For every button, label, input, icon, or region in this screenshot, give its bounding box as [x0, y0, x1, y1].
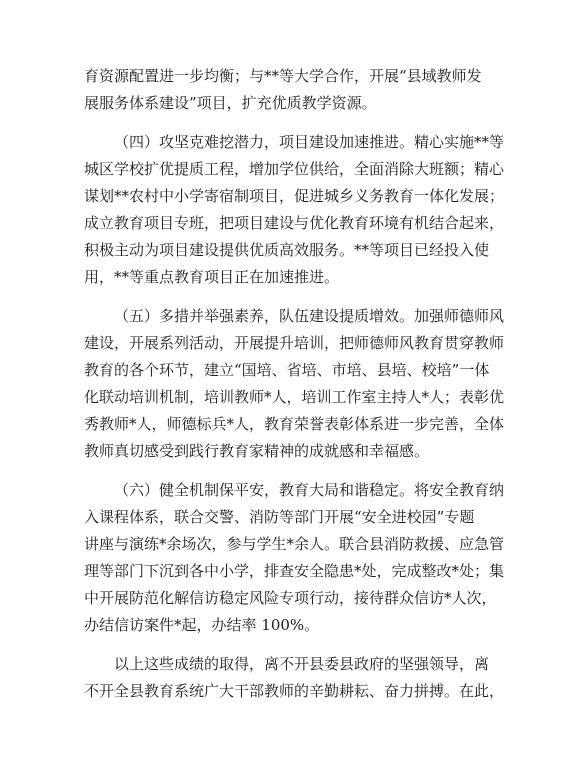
text-line: 秀教师*人，师德标兵*人，教育荣誉表彰体系进一步完善，全体: [84, 415, 504, 433]
text-line: 中开展防范化解信访稳定风险专项行动，接待群众信访*人次，: [84, 589, 497, 607]
text-line: 以上这些成绩的取得，离不开县委县政府的坚强领导，离: [114, 655, 490, 673]
text-line: （四）攻坚克难挖潜力，项目建设加速推进。精心实施**等: [114, 133, 504, 151]
text-line: 用，**等重点教育项目正在加速推进。: [84, 268, 340, 286]
text-line: 入课程体系，联合交警、消防等部门开展“安全进校园”专题: [84, 508, 475, 526]
text-line: 教师真切感受到践行教育家精神的成就感和幸福感。: [84, 442, 430, 460]
text-line: 建设，开展系列活动，开展提升培训，把师德师风教育贯穿教师: [84, 334, 504, 352]
text-line: 教育的各个环节，建立“国培、省培、市培、县培、校培”一体: [84, 361, 490, 379]
text-line: （六）健全机制保平安，教育大局和谐稳定。将安全教育纳: [114, 481, 504, 499]
text-line: 城区学校扩优提质工程，增加学位供给，全面消除大班额；精心: [84, 160, 504, 178]
paragraph-acknowledgement: [84, 651, 504, 705]
paragraph-section-six: [84, 477, 504, 639]
text-line: 化联动培训机制，培训教师*人，培训工作室主持人*人；表彰优: [84, 388, 504, 406]
text-line: 谋划**农村中小学寄宿制项目，促进城乡义务教育一体化发展；: [84, 187, 504, 205]
document-body: [84, 63, 504, 717]
text-line: 积极主动为项目建设提供优质高效服务。**等项目已经投入使: [84, 241, 490, 259]
text-line: 不开全县教育系统广大干部教师的辛勤耕耘、奋力拼搏。在此，: [84, 682, 504, 700]
text-line: 展服务体系建设”项目，扩充优质教学资源。: [84, 94, 377, 112]
text-line: 成立教育项目专班，把项目建设与优化教育环境有机结合起来，: [84, 214, 504, 232]
text-line: 育资源配置进一步均衡；与**等大学合作，开展“县域教师发: [84, 67, 482, 85]
text-line: 讲座与演练*余场次，参与学生*余人。联合县消防救援、应急管: [84, 535, 504, 553]
text-line: （五）多措并举强素养，队伍建设提质增效。加强师德师风: [114, 307, 504, 325]
text-line: 理等部门下沉到各中小学，排查安全隐患*处，完成整改*处；集: [84, 562, 504, 580]
text-line: 办结信访案件*起，办结率 100%。: [84, 616, 320, 634]
paragraph-resource-allocation: [84, 63, 504, 117]
paragraph-section-four: [84, 129, 504, 291]
paragraph-section-five: [84, 303, 504, 465]
